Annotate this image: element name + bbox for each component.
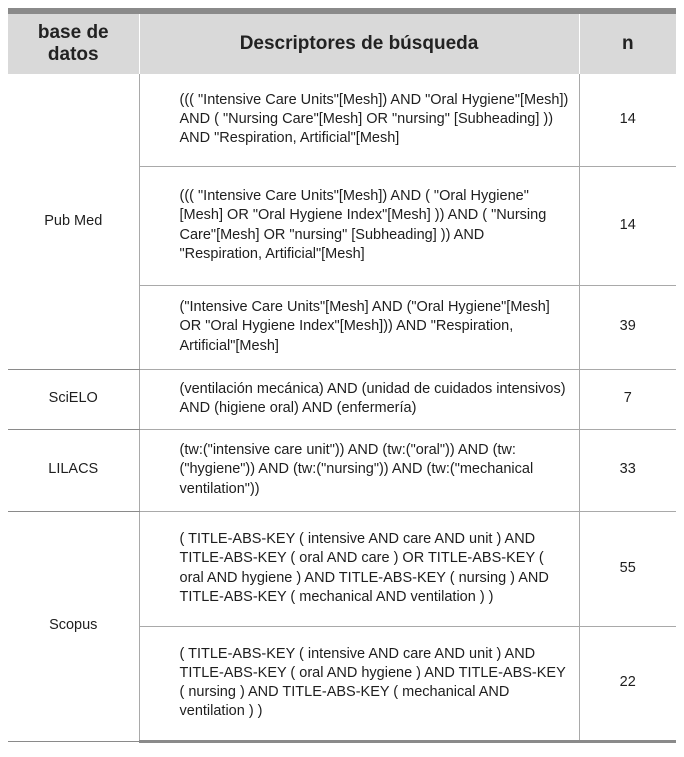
count-cell: 7 xyxy=(579,369,676,429)
descriptor-cell: (ventilación mecánica) AND (unidad de cuidados intensivos) AND (higiene oral) AND (enfermería) xyxy=(139,369,579,429)
table-row xyxy=(8,429,676,511)
descriptor-cell: ( TITLE-ABS-KEY ( intensive AND care AND unit ) AND TITLE-ABS-KEY ( oral AND care ) OR TITLE-ABS-KEY ( oral AND hygiene ) AND TITLE-ABS-KEY ( nursing ) AND TITLE-ABS-KEY ( mechanical AND ventilation ) ) xyxy=(139,511,579,626)
count-cell: 14 xyxy=(579,74,676,166)
table-header-row xyxy=(8,14,676,74)
descriptor-cell: ("Intensive Care Units"[Mesh] AND ("Oral Hygiene"[Mesh] OR "Oral Hygiene Index"[Mesh])) AND "Respiration, Artificial"[Mesh] xyxy=(139,285,579,369)
header-descriptors: Descriptores de búsqueda xyxy=(139,14,579,74)
search-strategy-table xyxy=(8,14,676,743)
descriptor-cell: ((( "Intensive Care Units"[Mesh]) AND ( "Oral Hygiene"[Mesh] OR "Oral Hygiene Index"[Mesh] )) AND ( "Nursing Care"[Mesh] OR "nursing" [Subheading] )) AND "Respiration, Artificial"[Mesh] xyxy=(139,166,579,285)
database-lilacs: LILACS xyxy=(8,429,139,511)
descriptor-cell: ((( "Intensive Care Units"[Mesh]) AND "Oral Hygiene"[Mesh]) AND ( "Nursing Care"[Mesh] OR "nursing" [Subheading] )) AND "Respiration, Artificial"[Mesh] xyxy=(139,74,579,166)
count-cell: 55 xyxy=(579,511,676,626)
database-scopus: Scopus xyxy=(8,511,139,741)
count-cell: 22 xyxy=(579,626,676,741)
count-cell: 14 xyxy=(579,166,676,285)
count-cell: 39 xyxy=(579,285,676,369)
header-n: n xyxy=(579,14,676,74)
count-cell: 33 xyxy=(579,429,676,511)
table-row xyxy=(8,511,676,626)
database-scielo: SciELO xyxy=(8,369,139,429)
database-pubmed: Pub Med xyxy=(8,74,139,369)
descriptor-cell: (tw:("intensive care unit")) AND (tw:("oral")) AND (tw:("hygiene")) AND (tw:("nursing")) AND (tw:("mechanical ventilation")) xyxy=(139,429,579,511)
descriptor-cell: ( TITLE-ABS-KEY ( intensive AND care AND unit ) AND TITLE-ABS-KEY ( oral AND hygiene ) AND TITLE-ABS-KEY ( nursing ) AND TITLE-ABS-KEY ( mechanical AND ventilation ) ) xyxy=(139,626,579,741)
header-database: base de datos xyxy=(8,14,139,74)
table-row xyxy=(8,74,676,166)
search-strategy-table-container xyxy=(8,8,676,743)
table-row xyxy=(8,369,676,429)
